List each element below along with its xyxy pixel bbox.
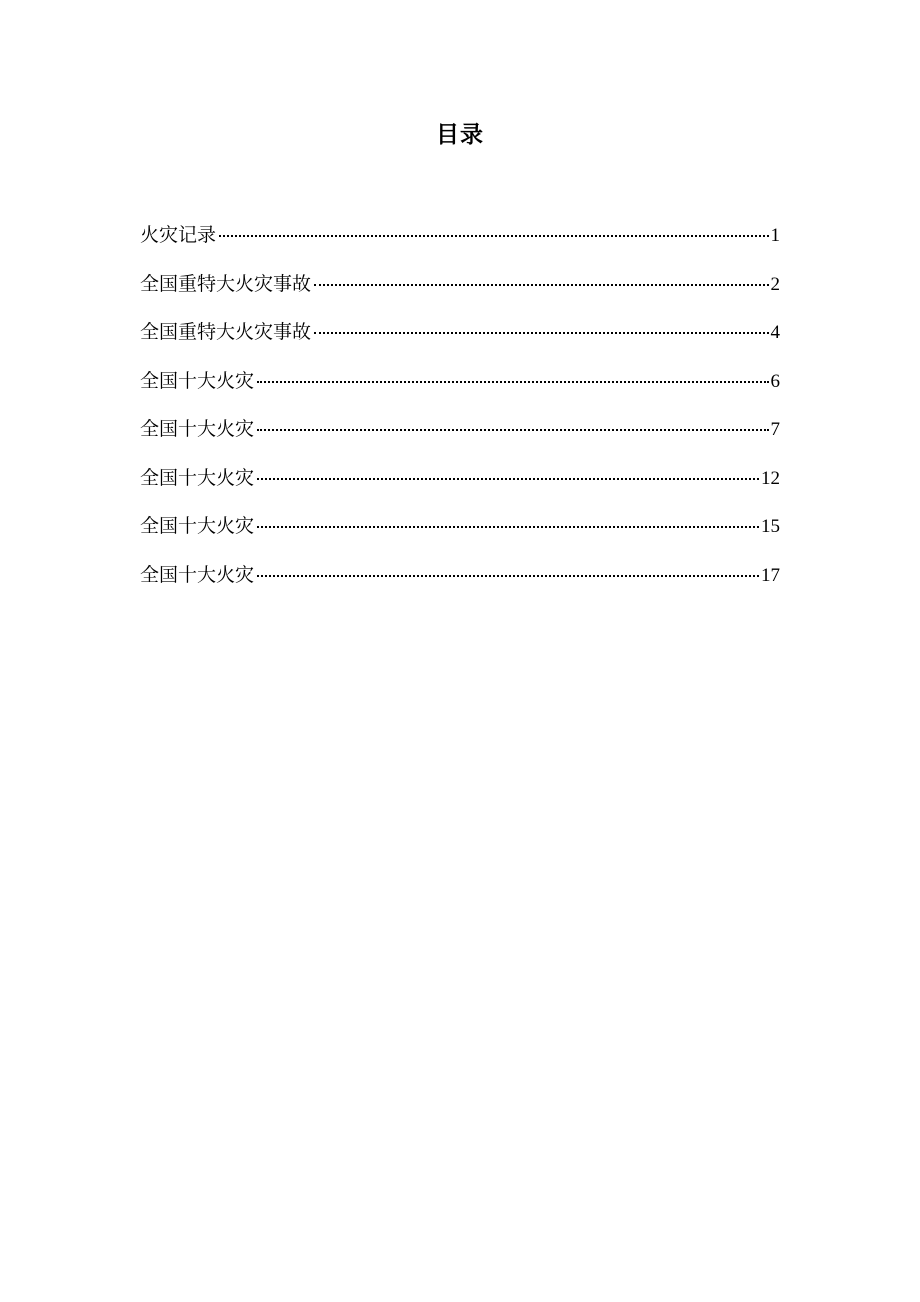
toc-page-number: 1: [770, 225, 780, 246]
toc-entry[interactable]: [140, 509, 780, 558]
toc-dot-leader: [257, 575, 759, 577]
toc-entry[interactable]: [140, 461, 780, 510]
toc-entry[interactable]: [140, 364, 780, 413]
toc-dot-leader: [219, 235, 768, 237]
toc-entry[interactable]: [140, 267, 780, 316]
toc-entry-text: 全国十大火灾: [140, 466, 255, 489]
toc-page-number: 6: [770, 370, 780, 392]
toc-entry[interactable]: [140, 412, 780, 461]
toc-page-number: 7: [770, 419, 780, 440]
toc-dot-leader: [314, 332, 768, 334]
toc-dot-leader: [257, 429, 768, 431]
toc-entry-text: 火灾记录: [140, 224, 217, 246]
toc-page-number: 15: [761, 516, 780, 537]
toc-entry[interactable]: [140, 558, 780, 607]
toc-entry-text: 全国重特大火灾事故: [140, 272, 312, 295]
toc-entry[interactable]: [140, 315, 780, 364]
toc-dot-leader: [314, 284, 768, 286]
toc-dot-leader: [257, 381, 768, 383]
toc-entry-text: 全国十大火灾: [140, 369, 255, 392]
toc-entry-text: 全国十大火灾: [140, 515, 255, 537]
toc-dot-leader: [257, 478, 759, 480]
toc-title: 目录: [436, 122, 484, 148]
toc-dot-leader: [257, 526, 759, 528]
toc-entry-text: 全国十大火灾: [140, 418, 255, 440]
toc-page-number: 12: [761, 467, 780, 489]
toc-entry-text: 全国重特大火灾事故: [140, 321, 312, 343]
toc-page-number: 4: [770, 322, 780, 343]
toc-page-number: 17: [761, 564, 780, 586]
toc-entry-text: 全国十大火灾: [140, 563, 255, 586]
toc-page-number: 2: [770, 273, 780, 295]
toc-list: [140, 218, 780, 606]
toc-entry[interactable]: [140, 218, 780, 267]
